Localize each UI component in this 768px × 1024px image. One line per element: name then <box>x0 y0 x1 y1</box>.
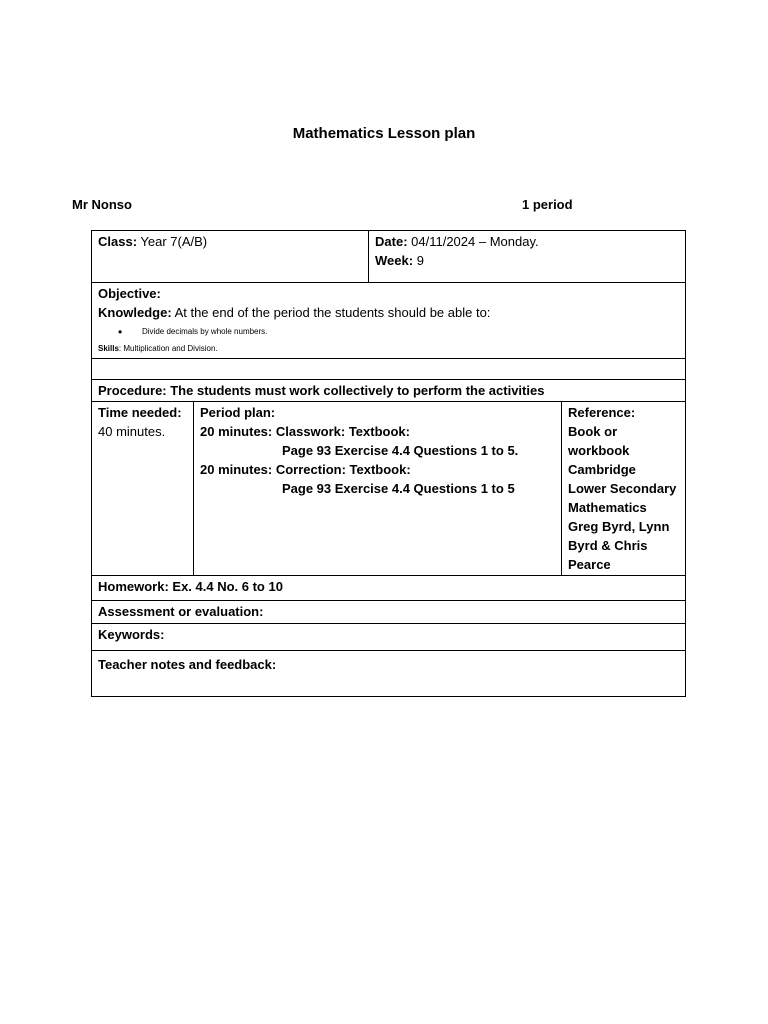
homework-row <box>92 576 686 601</box>
week-label: Week: <box>375 253 414 268</box>
period-plan-label: Period plan: <box>200 405 276 420</box>
date-label: Date: <box>375 234 408 249</box>
assessment-cell: Assessment or evaluation: <box>92 601 686 624</box>
reference-line: Cambridge <box>568 462 636 477</box>
plan-line-4: Page 93 Exercise 4.4 Questions 1 to 5 <box>282 481 515 496</box>
teacher-notes-cell: Teacher notes and feedback: <box>92 651 686 697</box>
objective-row <box>92 283 686 359</box>
page-title: Mathematics Lesson plan <box>292 125 476 142</box>
reference-line: Byrd & Chris <box>568 538 648 553</box>
reference-line: Pearce <box>568 557 611 572</box>
empty-cell <box>92 359 686 380</box>
class-label: Class: <box>98 234 138 249</box>
reference-line: workbook <box>568 443 630 458</box>
objective-cell <box>92 283 686 359</box>
lesson-plan-table <box>91 230 686 697</box>
skills-label: Skills <box>98 344 119 353</box>
reference-label: Reference: <box>568 405 636 420</box>
keywords-cell: Keywords: <box>92 624 686 651</box>
time-needed-cell <box>92 402 194 576</box>
class-value: Year 7(A/B) <box>137 234 208 249</box>
reference-line: Lower Secondary <box>568 481 677 496</box>
knowledge-value: At the end of the period the students should be able to: <box>171 305 491 320</box>
time-needed-label: Time needed: <box>98 405 182 420</box>
knowledge-label: Knowledge: <box>98 305 172 320</box>
reference-cell <box>562 402 686 576</box>
plan-line-3: 20 minutes: Correction: Textbook: <box>200 462 411 477</box>
assessment-row <box>92 601 686 624</box>
empty-row <box>92 359 686 380</box>
class-cell <box>92 231 369 283</box>
time-needed-value: 40 minutes. <box>98 424 166 439</box>
bullet-icon: • <box>118 324 123 339</box>
reference-line: Book or <box>568 424 618 439</box>
plan-row <box>92 402 686 576</box>
teacher-name: Mr Nonso <box>72 197 132 212</box>
objective-label: Objective: <box>98 286 161 301</box>
reference-line: Greg Byrd, Lynn <box>568 519 670 534</box>
skills-line <box>98 343 679 355</box>
objective-list-item <box>98 322 679 342</box>
plan-line-2: Page 93 Exercise 4.4 Questions 1 to 5. <box>282 443 519 458</box>
date-week-cell <box>369 231 686 283</box>
homework-cell: Homework: Ex. 4.4 No. 6 to 10 <box>92 576 686 601</box>
period-count: 1 period <box>522 197 573 212</box>
objective-item-text: Divide decimals by whole numbers. <box>142 327 268 336</box>
teacher-notes-row <box>92 651 686 697</box>
week-value: 9 <box>413 253 424 268</box>
class-date-row <box>92 231 686 283</box>
date-value: 04/11/2024 – Monday. <box>407 234 539 249</box>
plan-line-1: 20 minutes: Classwork: Textbook: <box>200 424 410 439</box>
reference-line: Mathematics <box>568 500 647 515</box>
period-plan-cell <box>194 402 562 576</box>
keywords-row <box>92 624 686 651</box>
procedure-row <box>92 380 686 402</box>
procedure-cell: Procedure: The students must work collectively to perform the activities <box>92 380 686 402</box>
skills-value: : Multiplication and Division. <box>118 344 218 353</box>
